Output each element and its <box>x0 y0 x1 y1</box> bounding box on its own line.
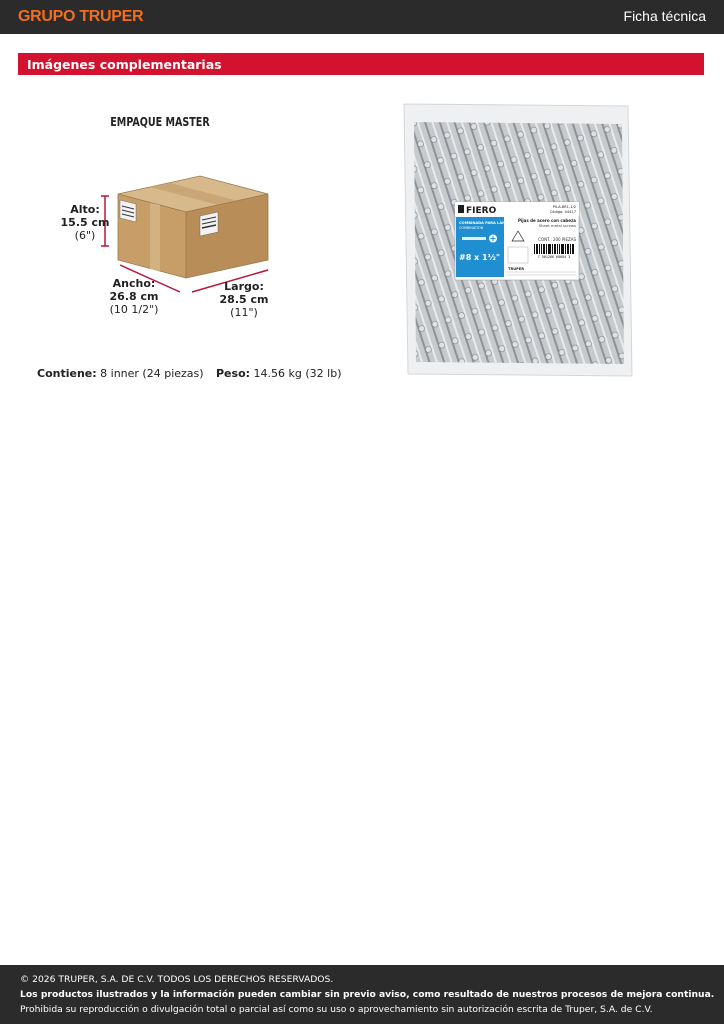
footer-copyright: © 2026 TRUPER, S.A. DE C.V. TODOS LOS DERECHOS RESERVADOS. <box>20 974 334 985</box>
width-label: Ancho: <box>112 277 156 290</box>
barcode-icon <box>534 244 574 254</box>
product-label-description-en: Sheet metal screws <box>538 223 576 228</box>
contents-label: Contiene: <box>37 367 97 380</box>
section-title: Imágenes complementarias <box>27 57 222 72</box>
product-label-size: #8 x 1½" <box>459 253 501 262</box>
height-metric: 15.5 cm <box>60 216 110 229</box>
length-label: Largo: <box>224 280 264 293</box>
weight-label: Peso: <box>216 367 251 380</box>
contents-info <box>37 367 204 380</box>
length-dimension <box>210 280 278 319</box>
product-bag-image <box>400 100 636 382</box>
footer <box>0 965 724 1024</box>
weight-value: 14.56 kg (32 lb) <box>253 367 342 380</box>
section-header <box>18 53 704 75</box>
width-imperial: (10 1/2") <box>109 303 159 316</box>
product-label-barcode: 7 501206 68684 3 <box>537 255 571 259</box>
contents-value: 8 inner (24 piezas) <box>100 367 204 380</box>
product-label-brand: FIERO <box>466 206 497 216</box>
width-metric: 26.8 cm <box>109 290 159 303</box>
weight-info <box>216 367 341 380</box>
height-label: Alto: <box>70 203 100 216</box>
master-pack-title: EMPAQUE MASTER <box>110 114 210 129</box>
product-label <box>455 202 579 280</box>
product-label-type-es: COMBINADA PARA LÁMINA <box>459 221 513 225</box>
product-label-contents: CONT.: 200 PIEZAS <box>538 237 576 242</box>
height-imperial: (6") <box>74 229 96 242</box>
height-dimension <box>58 203 112 242</box>
footer-prohibition: Prohibida su reproducción o divulgación total o parcial así como su uso o aprovechamiento sin autorización escrita de Truper, S.A. de C.V. <box>20 1004 653 1015</box>
product-label-code: Código: 44417 <box>549 210 576 214</box>
document-type: Ficha técnica <box>623 8 706 24</box>
product-label-type-en: COMBINATION <box>459 226 484 230</box>
product-label-maker: TRUPER <box>508 267 524 271</box>
brand-logo: GRUPO TRUPER <box>18 8 144 25</box>
length-metric: 28.5 cm <box>219 293 269 306</box>
top-bar <box>0 0 724 34</box>
length-imperial: (11") <box>230 306 258 319</box>
product-label-model: PILA-8R1-1/2 <box>552 205 576 209</box>
footer-notice: Los productos ilustrados y la información pueden cambiar sin previo aviso, como resultado de nuestros procesos de mejora continua. <box>20 989 715 1000</box>
product-label-description-es: Pijas de acero con cabeza <box>517 218 576 223</box>
width-dimension <box>96 277 172 316</box>
